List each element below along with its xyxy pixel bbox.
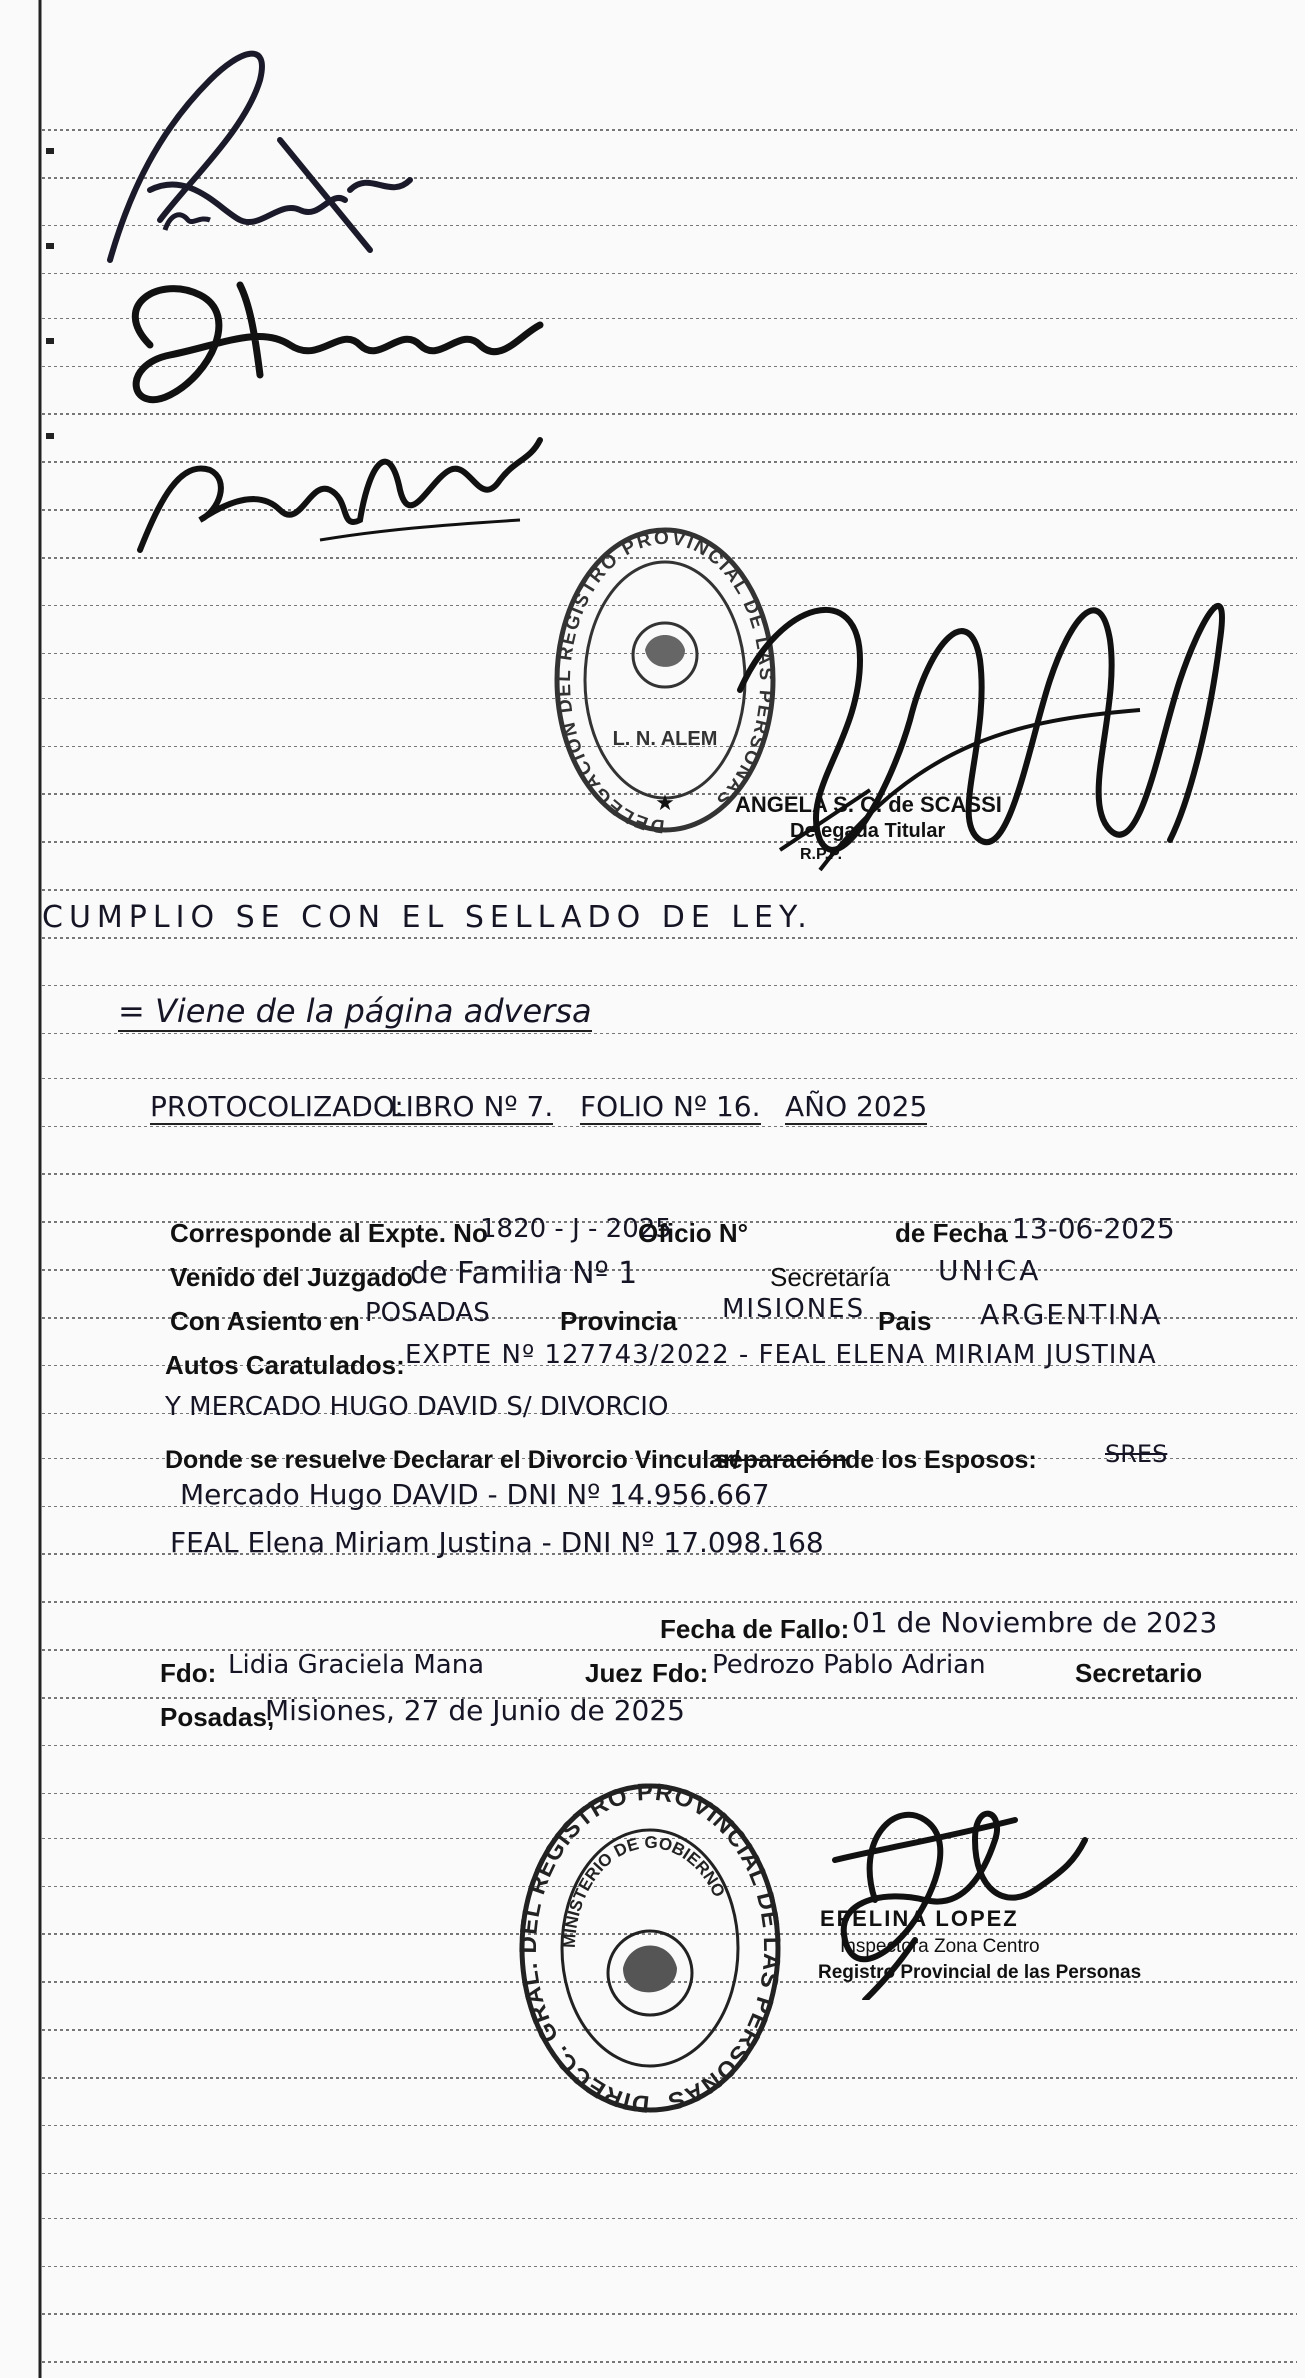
form-esposos-value: SRES	[1105, 1440, 1168, 1468]
form-provincia-label: Provincia	[560, 1306, 678, 1336]
form-secretaria-value: UNICA	[938, 1254, 1042, 1287]
signatory-1-org: R.P.P.	[800, 846, 843, 863]
form-fdo-label: Fdo:	[160, 1658, 217, 1688]
form-juzgado-value: de Familia Nº 1	[410, 1256, 638, 1291]
note-viene: = Viene de la página adversa	[118, 992, 592, 1030]
signatory-2-org: Registro Provincial de las Personas	[818, 1962, 1142, 1983]
note-folio: FOLIO Nº 16.	[580, 1090, 761, 1123]
form-expte-value: 1820 - J - 2025	[480, 1214, 672, 1244]
stamp-direccion-ring-text: DIRECC. GRAL. DEL REGISTRO PROVINCIAL DE LAS PERSONAS	[515, 1778, 785, 2118]
stamp-delegacion-ring-text: DELEGACION DEL REGISTRO PROVINCIAL DE LAS PERSONAS	[553, 527, 777, 837]
ruled-line	[42, 983, 1297, 986]
ruled-line	[42, 1601, 1297, 1604]
ruled-line	[42, 936, 1297, 939]
svg-text:★: ★	[655, 790, 675, 815]
form-fecha-label: de Fecha	[895, 1218, 1008, 1248]
note-sellado: CUMPLIO SE CON EL SELLADO DE LEY.	[42, 900, 813, 935]
signatory-2-name: EFELINA LOPEZ	[820, 1906, 1019, 1931]
form-fdo2-label: Fdo:	[652, 1658, 709, 1688]
form-venido-label: Venido del Juzgado	[170, 1262, 413, 1292]
form-fallo-value: 01 de Noviembre de 2023	[852, 1606, 1218, 1639]
form-esposo-2: FEAL Elena Miriam Justina - DNI Nº 17.098.168	[170, 1526, 824, 1559]
ruled-line	[42, 2123, 1297, 2126]
form-autos-label: Autos Caratulados:	[165, 1350, 405, 1380]
stamp-direccion-inner-text: MINISTERIO DE GOBIERNO	[559, 1832, 729, 1949]
signatory-2-title: Inspectora Zona Centro	[840, 1936, 1040, 1957]
form-pais-value: ARGENTINA	[980, 1298, 1163, 1331]
ruled-line	[42, 1126, 1297, 1129]
form-corresponde-label: Corresponde al Expte. No	[170, 1218, 488, 1248]
signature-third	[120, 400, 560, 570]
form-resuelve-label: Donde se resuelve Declarar el Divorcio Vincular/	[165, 1446, 740, 1474]
form-posadas-value: Misiones, 27 de Junio de 2025	[265, 1694, 685, 1727]
ruled-line	[42, 1173, 1297, 1176]
ruled-line	[42, 2171, 1297, 2174]
ruled-line	[42, 1078, 1297, 1081]
margin-tick	[46, 433, 54, 439]
form-juez-label: Juez	[585, 1658, 643, 1688]
ruled-line	[42, 2361, 1297, 2364]
form-oficio-label: Oficio N°	[638, 1218, 749, 1248]
form-separacion-struck: separación	[715, 1446, 848, 1474]
form-asiento-value: POSADAS	[365, 1298, 490, 1328]
ruled-line	[42, 2218, 1297, 2221]
form-secretario-value: Pedrozo Pablo Adrian	[712, 1650, 986, 1680]
ruled-line	[42, 1743, 1297, 1746]
note-anio: AÑO 2025	[785, 1090, 928, 1123]
signatory-1-name: ANGELA S. C. de SCASSI	[735, 792, 1002, 817]
form-esposo-1: Mercado Hugo DAVID - DNI Nº 14.956.667	[180, 1478, 770, 1511]
note-libro: LIBRO Nº 7.	[390, 1090, 554, 1123]
form-secretaria-label: Secretaría	[770, 1262, 890, 1292]
form-esposos-label: de los Esposos:	[845, 1446, 1037, 1474]
margin-tick	[46, 148, 54, 154]
form-asiento-label: Con Asiento en	[170, 1306, 360, 1336]
form-pais-label: Pais	[878, 1306, 932, 1336]
form-juez-value: Lidia Graciela Mana	[228, 1650, 485, 1680]
margin-tick	[46, 243, 54, 249]
form-secretario-label: Secretario	[1075, 1658, 1203, 1688]
form-autos-line2: Y MERCADO HUGO DAVID S/ DIVORCIO	[165, 1392, 669, 1422]
form-fallo-label: Fecha de Fallo:	[660, 1614, 850, 1644]
form-fecha-value: 13-06-2025	[1012, 1212, 1175, 1245]
margin-tick	[46, 338, 54, 344]
note-protocolizado-label: PROTOCOLIZADO:	[150, 1090, 404, 1123]
signatory-1-title: Delegada Titular	[790, 820, 946, 842]
stamp-direccion-seal	[515, 1778, 785, 2118]
form-posadas-label: Posadas,	[160, 1702, 275, 1732]
signature-elena-feal	[70, 20, 430, 280]
ruled-line	[42, 2266, 1297, 2269]
form-provincia-value: MISIONES	[722, 1294, 866, 1324]
form-autos-line1: EXPTE Nº 127743/2022 - FEAL ELENA MIRIAM JUSTINA	[405, 1340, 1157, 1370]
stamp-delegacion-center: L. N. ALEM	[612, 728, 718, 750]
ruled-line	[42, 2313, 1297, 2316]
